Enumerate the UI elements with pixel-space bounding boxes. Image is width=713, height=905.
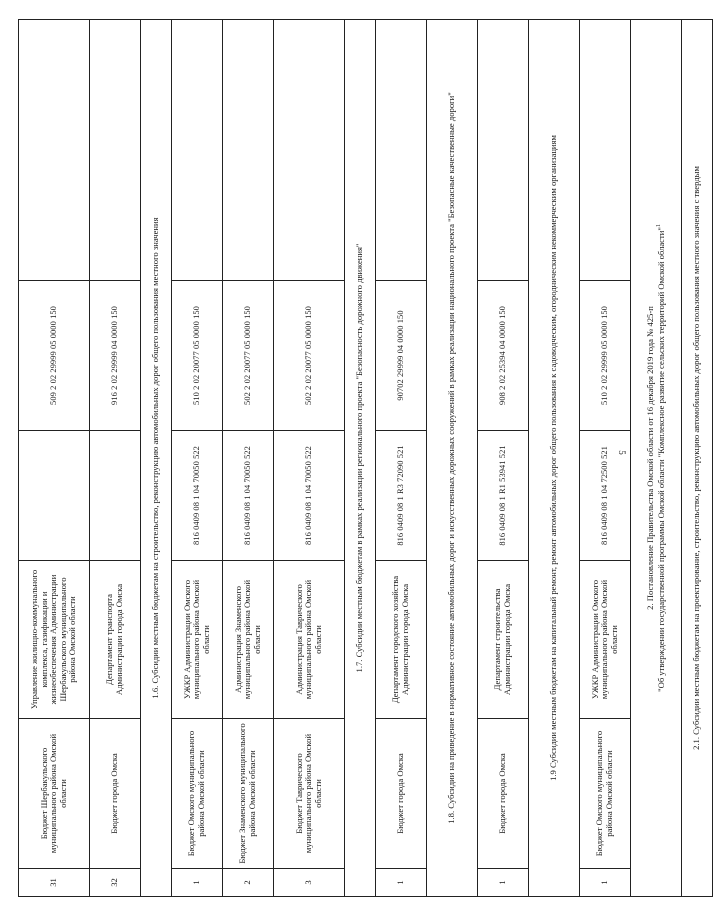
section-2-subtitle (656, 24, 666, 892)
section-heading-2 (631, 20, 682, 897)
section-2-subtitle-text: "Об утверждении государственной программы Омской области "Комплексное развитие сельских территорий Омской области" (655, 227, 666, 692)
section-heading-1-8: 1.8. Субсидии на приведение в нормативное состояние автомобильных дорог и искусственных дорожных сооружений в рамках реализации национального проекта "Безопасные качественные дороги" (427, 20, 478, 897)
expense-code-cell: 816 0409 08 1 04 72500 521 (580, 431, 631, 561)
table-row (90, 20, 141, 897)
budget-cell: Бюджет Знаменского муниципального района Омской области (223, 719, 274, 869)
administrator-cell: Департамент строительства Администрации города Омска (478, 561, 529, 719)
income-code-cell: 90702 29999 04 0000 150 (376, 281, 427, 431)
expense-code-cell: 816 0409 08 1 04 70050 522 (274, 431, 345, 561)
budget-cell: Бюджет Омского муниципального района Омской области (580, 719, 631, 869)
budget-cell: Бюджет Шербакульского муниципального района Омской области (19, 719, 90, 869)
row-number: 31 (19, 869, 90, 897)
income-code-cell: 510 2 02 29999 05 0000 150 (580, 281, 631, 431)
table-row (19, 20, 90, 897)
section-row (427, 20, 478, 897)
income-code-cell: 502 2 02 20077 05 0000 150 (274, 281, 345, 431)
row-number: 3 (274, 869, 345, 897)
administrator-cell: Управление жилищно-коммунального комплекса, газификации и жизнеобеспечения Администрации Шербакульского муниципального района Омской области (19, 561, 90, 719)
row-number: 2 (223, 869, 274, 897)
empty-cell (223, 20, 274, 281)
expense-code-cell (90, 431, 141, 561)
income-code-cell: 510 2 02 20077 05 0000 150 (172, 281, 223, 431)
empty-cell (376, 20, 427, 281)
expense-code-cell: 816 0409 08 1 04 70050 522 (223, 431, 274, 561)
empty-cell (19, 20, 90, 281)
table-row (478, 20, 529, 897)
administrator-cell: Департамент транспорта Администрации города Омска (90, 561, 141, 719)
budget-cell: Бюджет Таврического муниципального района Омской области (274, 719, 345, 869)
income-code-cell: 509 2 02 29999 05 0000 150 (19, 281, 90, 431)
expense-code-cell: 816 0409 08 1 R1 53941 521 (478, 431, 529, 561)
budget-cell: Бюджет Омского муниципального района Омской области (172, 719, 223, 869)
expense-code-cell: 816 0409 08 1 04 70050 522 (172, 431, 223, 561)
empty-cell (90, 20, 141, 281)
administrator-cell: Администрация Знаменского муниципального района Омской области (223, 561, 274, 719)
section-row (529, 20, 580, 897)
income-code-cell: 502 2 02 20077 05 0000 150 (223, 281, 274, 431)
table-row (223, 20, 274, 897)
administrator-cell: Администрация Таврического муниципального района Омской области (274, 561, 345, 719)
section-2-title: 2. Постановление Правительства Омской области от 16 декабря 2019 года № 425-п (644, 306, 655, 610)
row-number: 1 (478, 869, 529, 897)
footnote-marker: 1 (655, 224, 662, 228)
budget-cell: Бюджет города Омска (90, 719, 141, 869)
administrator-cell: УЖКР Администрации Омского муниципального района Омской области (580, 561, 631, 719)
expense-code-cell: 816 0409 08 1 R3 72090 521 (376, 431, 427, 561)
expense-code-cell (19, 431, 90, 561)
income-code-cell: 916 2 02 29999 04 0000 150 (90, 281, 141, 431)
section-heading-1-6: 1.6. Субсидии местным бюджетам на строительство, реконструкцию автомобильных дорог общего пользования местного значения (141, 20, 172, 897)
administrator-cell: Департамент городского хозяйства Администрации города Омска (376, 561, 427, 719)
section-row (141, 20, 172, 897)
row-number: 32 (90, 869, 141, 897)
empty-cell (172, 20, 223, 281)
section-row (682, 20, 713, 897)
income-code-cell: 908 2 02 25394 04 0000 150 (478, 281, 529, 431)
section-heading-1-9: 1.9 Субсидии местным бюджетам на капитальный ремонт, ремонт автомобильных дорог общего пользования к садоводческим, огородническим некоммерческим организациям (529, 20, 580, 897)
budget-cell: Бюджет города Омска (478, 719, 529, 869)
page-number: 5 (617, 450, 627, 455)
table-row (274, 20, 345, 897)
administrator-cell: УЖКР Администрации Омского муниципального района Омской области (172, 561, 223, 719)
section-row (631, 20, 682, 897)
table-row (376, 20, 427, 897)
row-number: 1 (172, 869, 223, 897)
section-heading-1-7: 1.7. Субсидии местным бюджетам в рамках реализации регионального проекта "Безопасность дорожного движения" (345, 20, 376, 897)
budget-cell: Бюджет города Омска (376, 719, 427, 869)
document-table (18, 19, 713, 897)
section-heading-2-1: 2.1. Субсидии местным бюджетам на проектирование, строительство, реконструкцию автомобильных дорог общего пользования местного значения с твердым (682, 20, 713, 897)
row-number: 1 (376, 869, 427, 897)
table-row (172, 20, 223, 897)
row-number: 1 (580, 869, 631, 897)
section-row (345, 20, 376, 897)
empty-cell (274, 20, 345, 281)
empty-cell (478, 20, 529, 281)
